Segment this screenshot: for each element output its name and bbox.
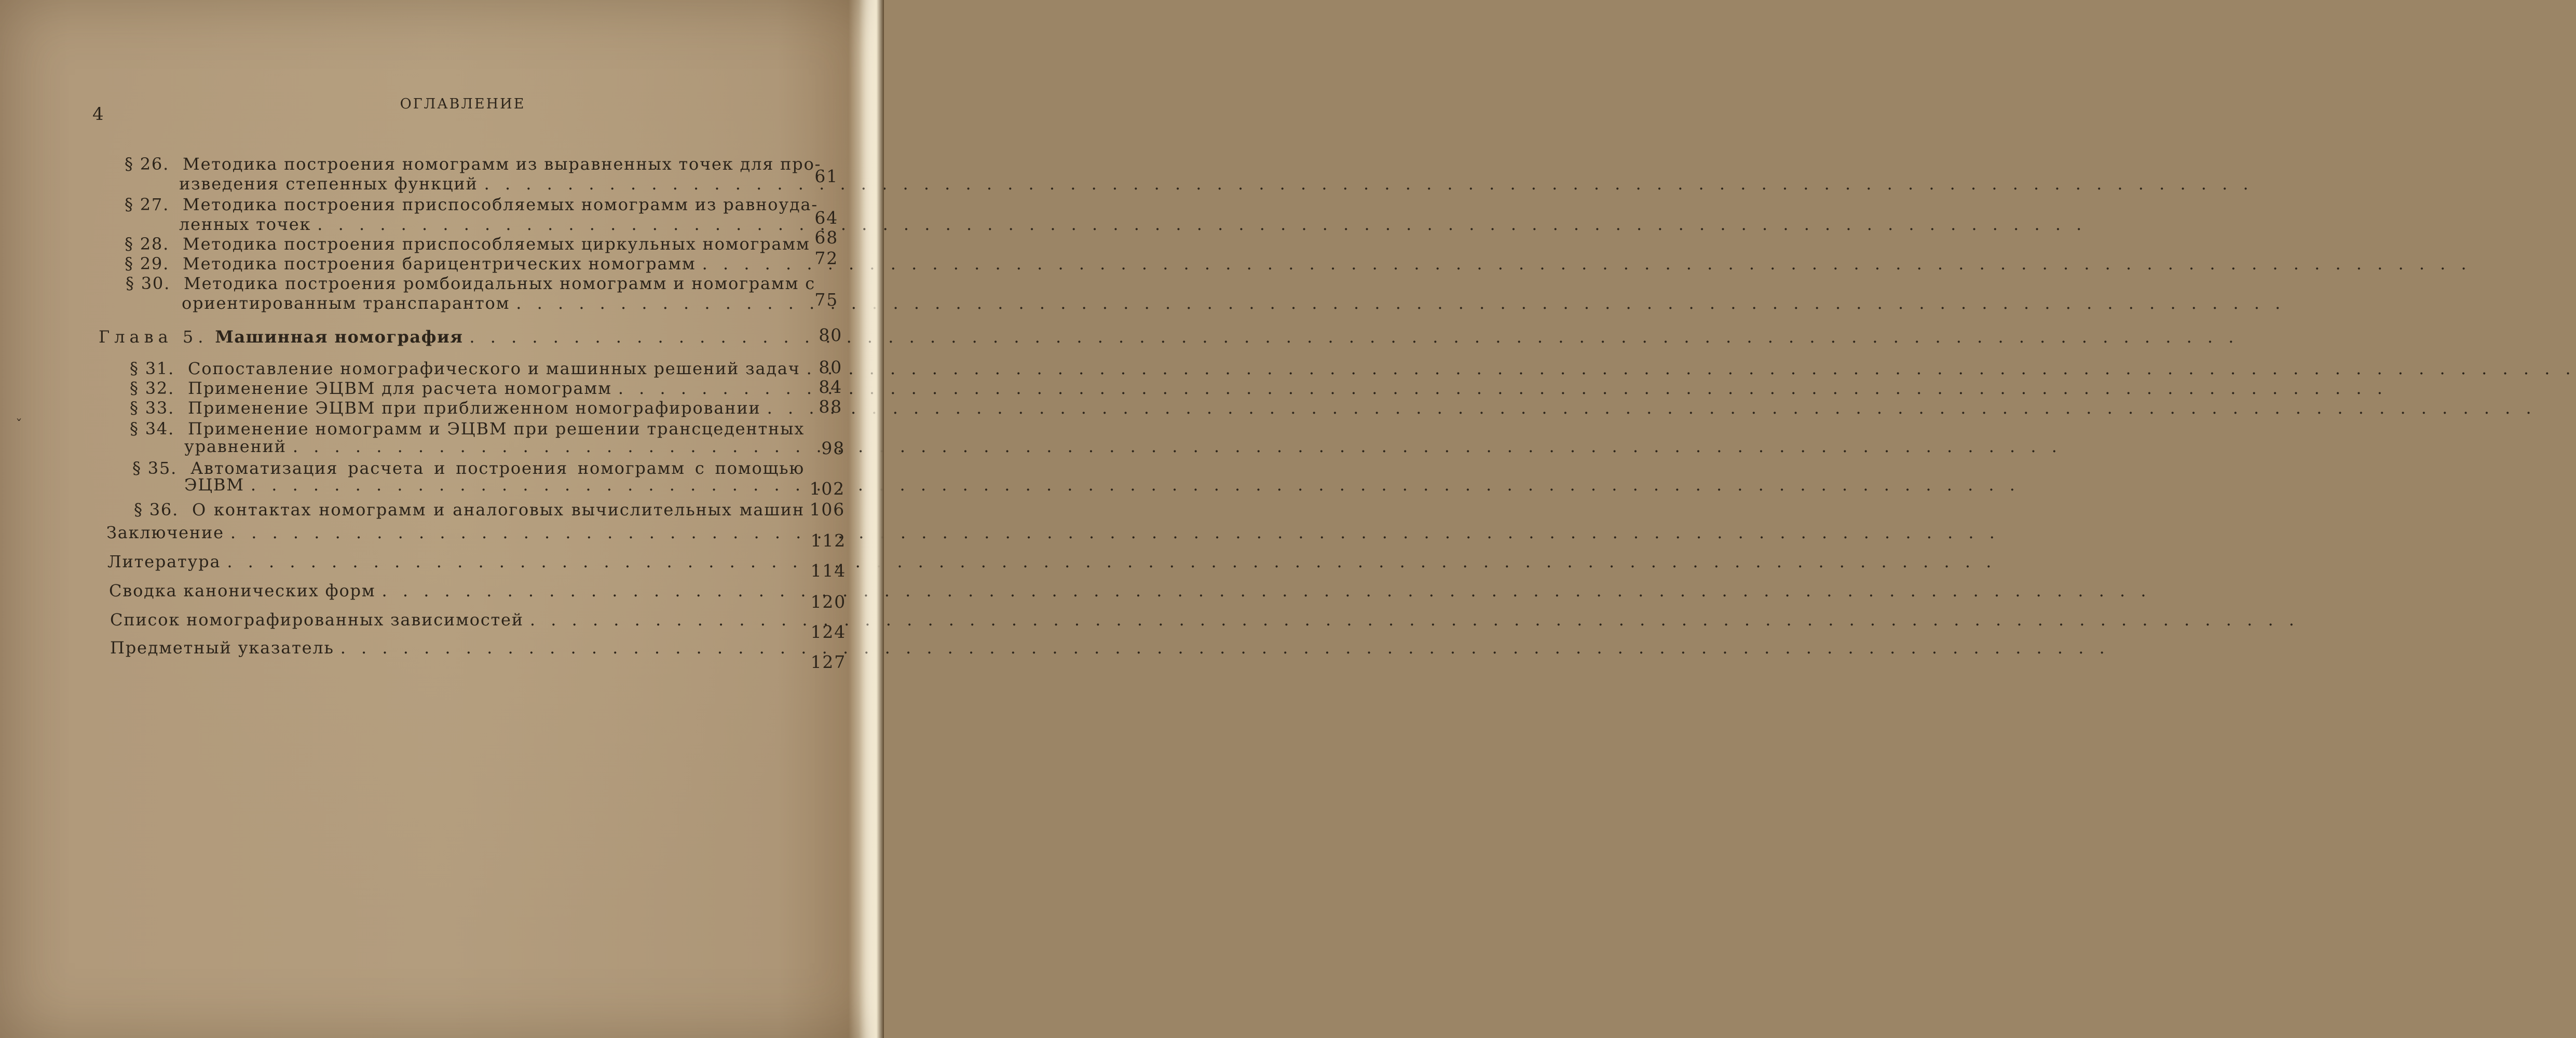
toc-entry-s26-line1 [125,154,822,174]
section-title-continued: уравнений [184,436,287,456]
entry-title: Заключение [106,523,224,542]
section-title: Методика построения приспособляемых номограмм из равноуда- [183,195,818,214]
section-title-continued: ориентированным транспарантом [182,293,510,313]
leader-dots [702,253,2472,274]
page-ref-s27: 64 [814,208,838,228]
toc-entry-s27-line2 [179,214,802,235]
toc-entry-canonical-forms [109,580,805,601]
section-number: § 26. [125,154,170,174]
page-ref-subject-index: 127 [810,652,846,672]
toc-entry-conclusion [106,522,805,543]
page-ref-canonical-forms: 120 [810,592,846,612]
page-ref-s33: 88 [819,397,842,417]
section-title: Автоматизация расчета и построения номограмм с помощью [190,458,805,478]
toc-entry-s32 [130,378,802,399]
leader-dots [382,580,2151,601]
toc-entry-s33 [130,398,802,418]
page-ref-s26: 61 [814,166,838,186]
toc-entry-s30-line2 [182,293,802,313]
chapter-title: Машинная номография [215,327,464,347]
leader-dots [469,326,2239,347]
page-ref-s31: 80 [819,357,842,377]
page-ref-s29: 72 [814,248,838,268]
section-number: § 36. [134,500,179,520]
toc-entry-s27-line1 [125,194,818,215]
page-number: 4 [92,104,104,125]
leader-dots [530,609,2299,630]
page-ref-s28: 68 [814,227,838,248]
page-ref-s32: 84 [819,377,842,397]
toc-entry-s30-line1 [126,273,816,294]
page-edge [859,0,884,1038]
leader-dots [484,173,2254,194]
section-title: Методика построения номограмм из выравненных точек для про- [183,154,822,174]
entry-title: Предметный указатель [110,638,334,658]
toc-entry-s28 [125,234,810,254]
leader-dots [317,214,2087,235]
page-ref-s36: 106 [809,499,845,520]
section-number: § 31. [130,359,175,378]
toc-entry-s29 [125,253,802,274]
entry-title: Литература [107,552,221,571]
toc-entry-s36 [134,499,805,520]
running-title: ОГЛАВЛЕНИЕ [400,96,526,112]
toc-entry-subject-index [110,637,805,658]
section-number: § 27. [125,195,170,214]
section-title-continued: ЭЦВМ [184,475,244,495]
section-title: Сопоставление номографического и машинных решений задач [188,359,800,378]
toc-entry-literature [107,551,805,572]
toc-entry-s26-line2 [179,173,802,194]
page-ref-s34: 98 [821,438,845,458]
section-title: О контактах номограмм и аналоговых вычислительных машин [192,500,805,520]
page-ref-literature: 114 [810,561,846,581]
section-title-continued: изведения степенных функций [179,174,478,194]
entry-title: Сводка канонических форм [109,581,376,600]
entry-title: Список номографированных зависимостей [110,610,524,630]
leader-dots [340,637,2110,658]
page-ref-conclusion: 112 [810,530,846,551]
section-title: Применение номограмм и ЭЦВМ при решении трансцедентных [188,419,805,439]
section-title-continued: ленных точек [179,214,311,234]
leader-dots [767,398,2537,418]
section-number: § 32. [130,378,175,398]
section-number: § 35. [132,458,178,478]
ink-mark: ˇ [16,417,22,433]
table-of-contents [0,0,884,1038]
page-ref-s35: 102 [809,479,845,499]
leader-dots [227,551,1996,572]
section-title: Методика построения приспособляемых циркульных номограмм [183,234,810,254]
section-title: Методика построения ромбоидальных номограмм и номограмм с [184,274,816,293]
page-ref-chapter-5: 80 [819,325,842,345]
section-number: § 33. [130,398,175,418]
leader-dots [230,522,2000,543]
toc-chapter-5 [99,326,802,347]
section-number: § 34. [130,419,175,439]
chapter-label: Глава 5. [99,327,208,347]
leader-dots [807,358,2576,379]
page-ref-s30: 75 [814,290,838,310]
toc-entry-s34-line2 [184,436,803,457]
section-number: § 28. [125,234,170,254]
toc-entry-s31 [130,358,802,379]
page-ref-dependencies: 124 [810,622,846,642]
section-title: Применение ЭЦВМ при приближенном номографировании [188,398,761,418]
leader-dots [516,293,2285,313]
section-title: Методика построения барицентрических номограмм [183,254,696,274]
leader-dots [293,436,2062,457]
toc-entry-s35-line2 [184,474,805,495]
section-number: § 29. [125,254,170,274]
section-title: Применение ЭЦВМ для расчета номограмм [188,378,612,398]
leader-dots [251,474,2020,495]
section-number: § 30. [126,274,171,293]
book-page [0,0,884,1038]
toc-entry-dependencies [110,609,805,630]
